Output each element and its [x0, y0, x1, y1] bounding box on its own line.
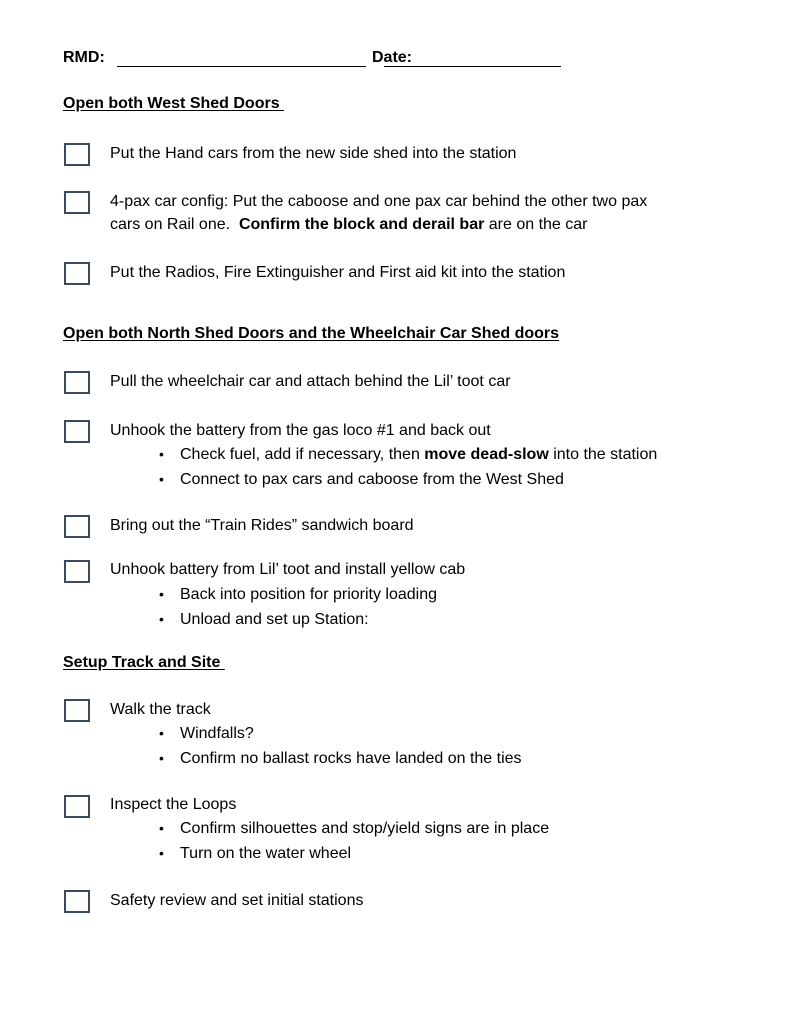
bullet-water-wheel — [159, 841, 351, 866]
item-pax-config-line2-bold: Confirm the block and derail bar — [238, 216, 485, 233]
bullet-dot: • — [159, 725, 164, 741]
item-pax-config-line2-post: are on the car — [484, 216, 588, 233]
item-wheelchair-car: Pull the wheelchair car and attach behind the Lil’ toot car — [110, 373, 511, 390]
bullet-dot: • — [159, 845, 164, 861]
section-title-west-shed: Open both West Shed Doors — [63, 95, 285, 112]
item-walk-track: Walk the track — [110, 701, 211, 718]
item-hand-cars: Put the Hand cars from the new side shed into the station — [110, 145, 517, 162]
bullet-priority-loading-text: Back into position for priority loading — [180, 586, 438, 603]
bullet-ballast-rocks-text: Confirm no ballast rocks have landed on the ties — [180, 750, 522, 767]
item-safety-review: Safety review and set initial stations — [110, 892, 364, 909]
rmd-field-line[interactable] — [117, 66, 366, 67]
checkbox-safety-review[interactable] — [64, 890, 90, 913]
item-radios: Put the Radios, Fire Extinguisher and First aid kit into the station — [110, 264, 566, 281]
checkbox-gas-loco[interactable] — [64, 420, 90, 443]
bullet-check-fuel-post: into the station — [548, 446, 658, 463]
bullet-ballast-rocks — [159, 746, 522, 771]
bullet-check-fuel-bold: move dead-slow — [424, 446, 549, 463]
bullet-unload-station — [159, 607, 369, 632]
checkbox-walk-track[interactable] — [64, 699, 90, 722]
bullet-priority-loading — [159, 582, 437, 607]
item-pax-config-line2-pre: cars on Rail one. — [110, 216, 239, 233]
item-pax-config-line2 — [110, 213, 588, 236]
checkbox-yellow-cab[interactable] — [64, 560, 90, 583]
rmd-label: RMD: — [63, 49, 105, 66]
bullet-connect-pax — [159, 467, 564, 492]
bullet-silhouettes — [159, 816, 549, 841]
date-label: Date: — [372, 49, 413, 66]
bullet-dot: • — [159, 820, 164, 836]
bullet-connect-pax-text: Connect to pax cars and caboose from the West Shed — [180, 471, 564, 488]
date-field-line[interactable] — [384, 66, 561, 67]
bullet-dot: • — [159, 611, 164, 627]
item-inspect-loops: Inspect the Loops — [110, 796, 237, 813]
section-title-north-shed: Open both North Shed Doors and the Wheelchair Car Shed doors — [63, 325, 560, 342]
bullet-check-fuel-pre: Check fuel, add if necessary, then — [180, 446, 425, 463]
checkbox-sandwich-board[interactable] — [64, 515, 90, 538]
bullet-dot: • — [159, 471, 164, 487]
bullet-water-wheel-text: Turn on the water wheel — [180, 845, 352, 862]
bullet-dot: • — [159, 446, 164, 462]
item-yellow-cab: Unhook battery from Lil’ toot and install yellow cab — [110, 561, 466, 578]
bullet-dot: • — [159, 750, 164, 766]
item-gas-loco: Unhook the battery from the gas loco #1 and back out — [110, 422, 491, 439]
checkbox-wheelchair-car[interactable] — [64, 371, 90, 394]
checkbox-radios[interactable] — [64, 262, 90, 285]
checkbox-pax-config[interactable] — [64, 191, 90, 214]
bullet-dot: • — [159, 586, 164, 602]
bullet-windfalls — [159, 721, 254, 746]
checkbox-inspect-loops[interactable] — [64, 795, 90, 818]
bullet-windfalls-text: Windfalls? — [180, 725, 254, 742]
bullet-silhouettes-text: Confirm silhouettes and stop/yield signs are in place — [180, 820, 550, 837]
section-title-setup-track: Setup Track and Site — [63, 654, 225, 671]
item-pax-config-line1: 4-pax car config: Put the caboose and one pax car behind the other two pax — [110, 193, 648, 210]
bullet-unload-station-text: Unload and set up Station: — [180, 611, 369, 628]
checkbox-hand-cars[interactable] — [64, 143, 90, 166]
item-sandwich-board: Bring out the “Train Rides” sandwich board — [110, 517, 414, 534]
bullet-check-fuel — [159, 442, 657, 467]
